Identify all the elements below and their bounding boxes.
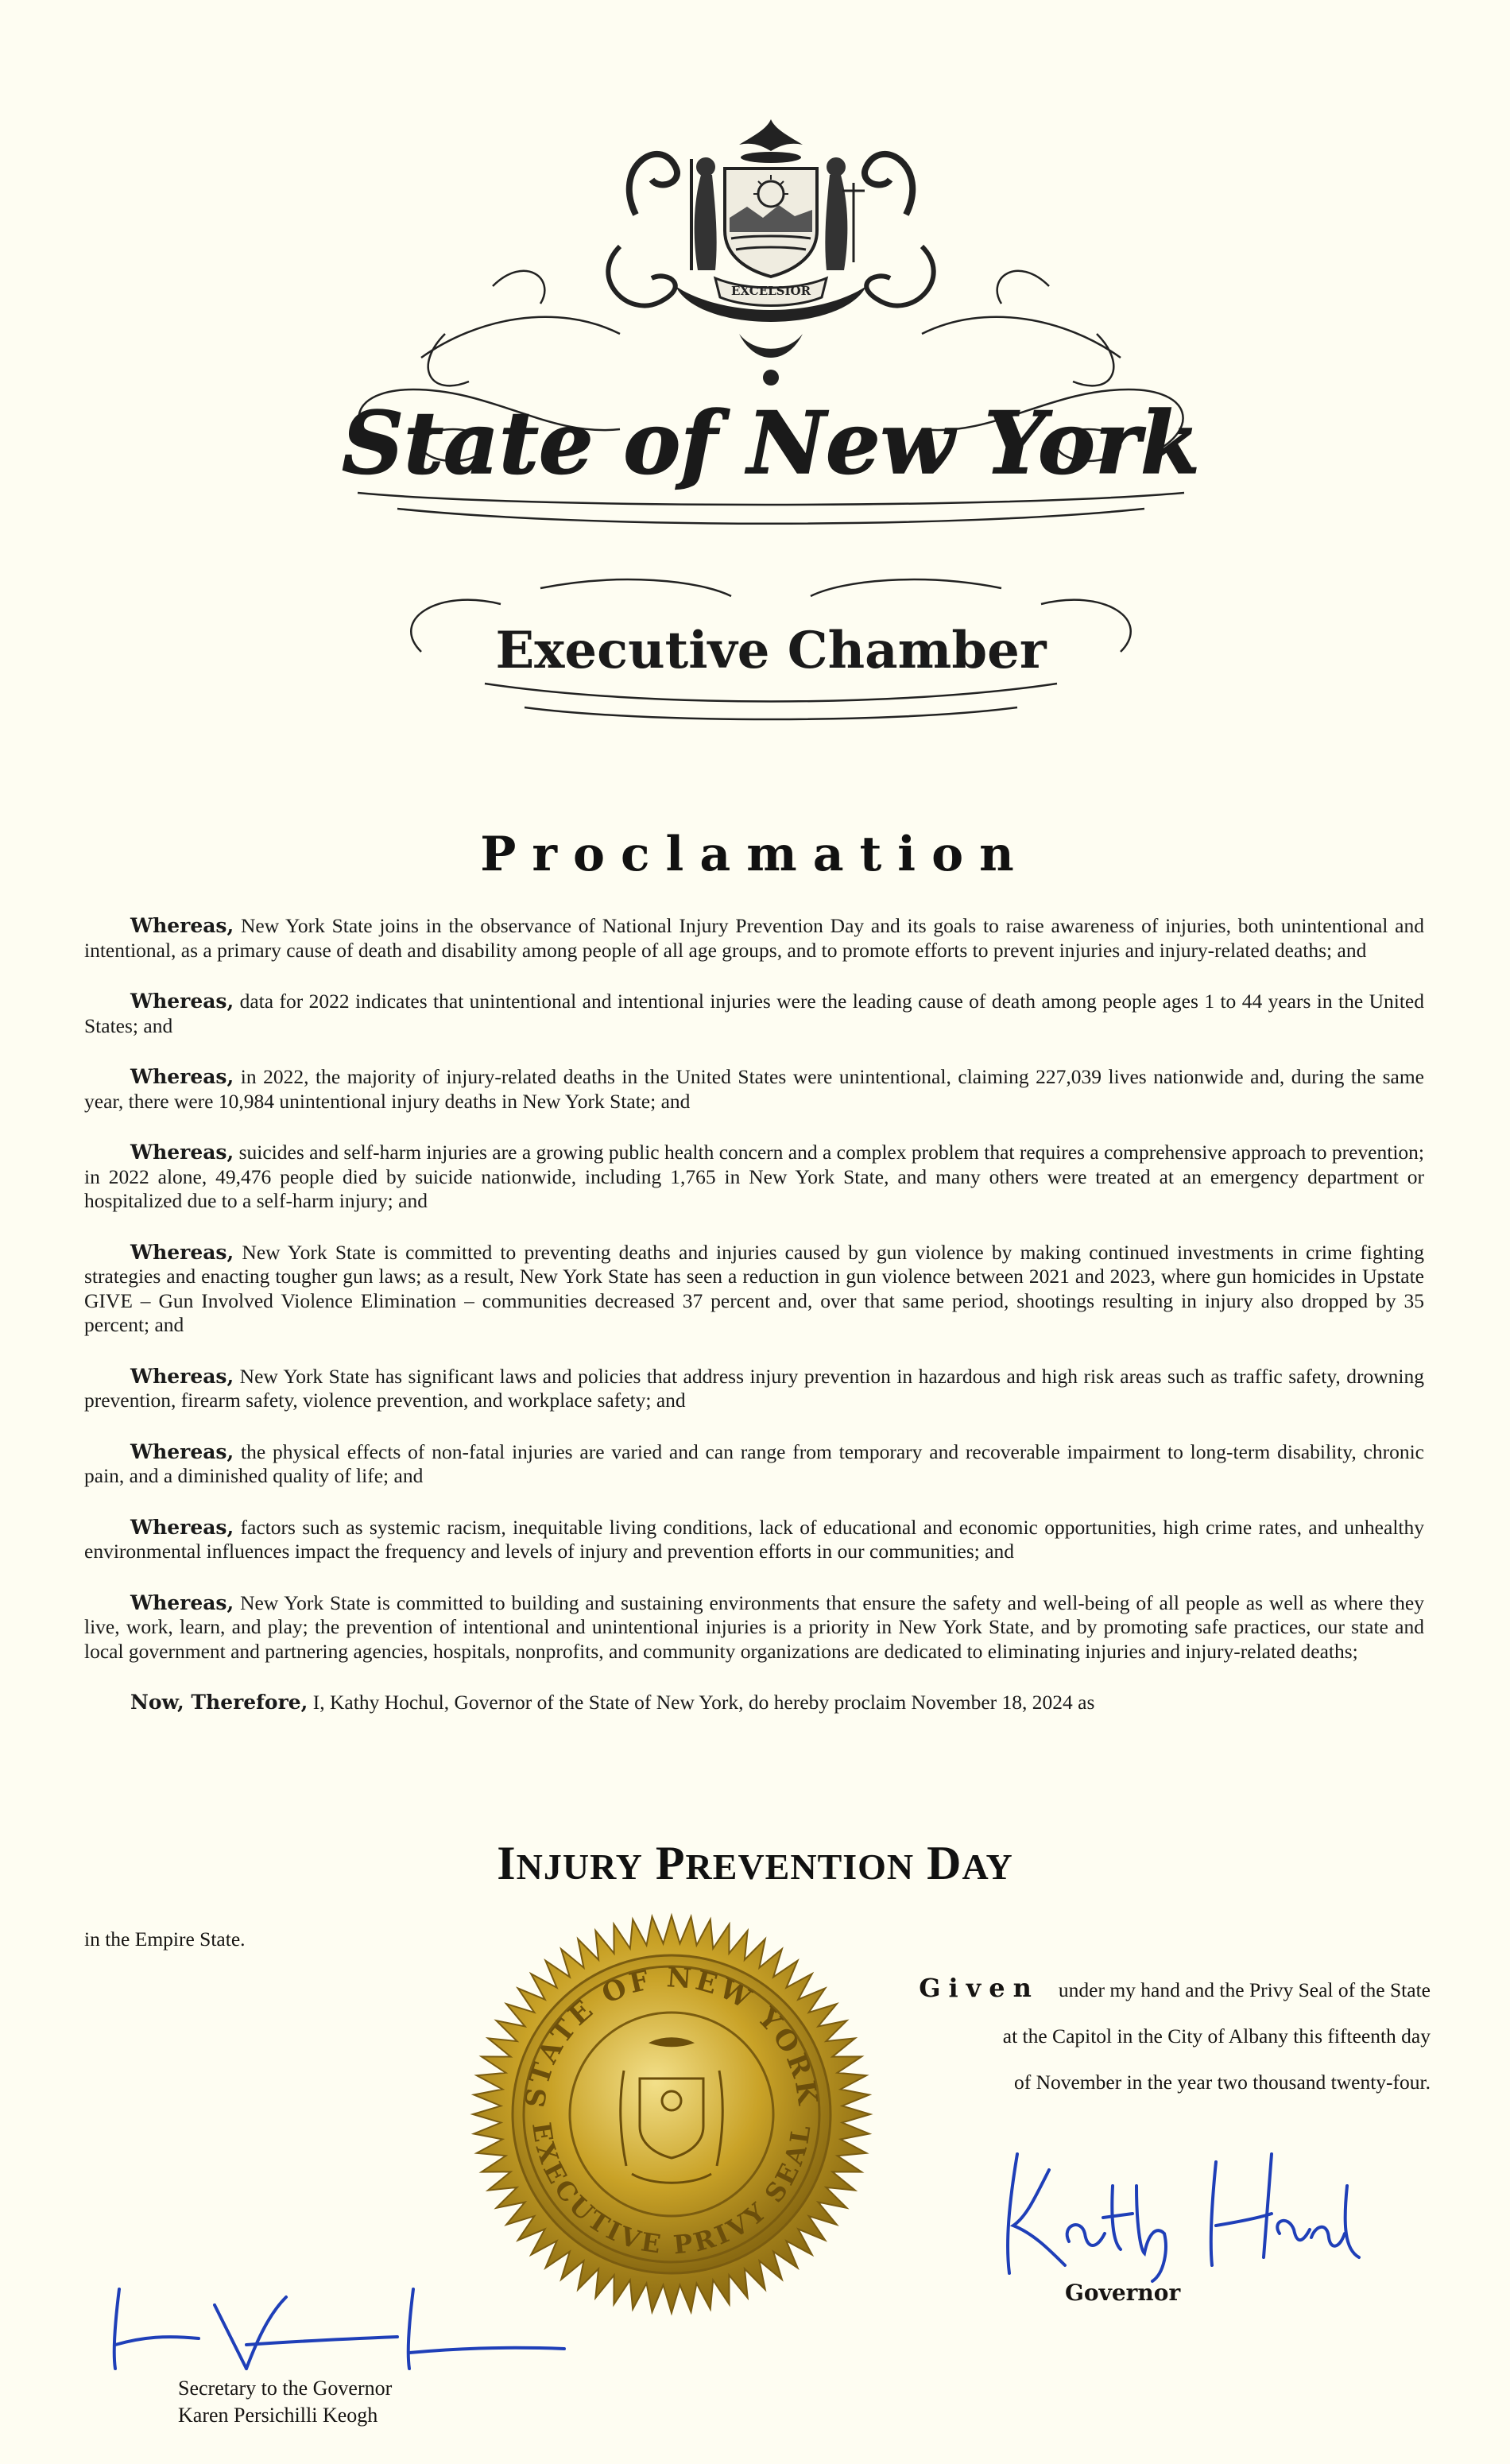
- whereas-paragraph: [84, 914, 1424, 963]
- given-text-1: under my hand and the Privy Seal of the State: [1058, 1978, 1431, 2001]
- secretary-title: Secretary to the Governor: [178, 2377, 393, 2400]
- paragraph-text: the physical effects of non-fatal injuries are varied and can range from temporary and recoverable impairment to long-term disability, chronic pain, and a diminished quality of life; and: [84, 1439, 1424, 1487]
- decl-smallcaps: AY: [962, 1846, 1013, 1887]
- paragraph-lead: Whereas,: [130, 1364, 234, 1388]
- whereas-paragraph: [84, 1241, 1424, 1338]
- whereas-paragraph: [84, 1440, 1424, 1489]
- whereas-paragraph: [84, 1141, 1424, 1214]
- paragraph-lead: Whereas,: [130, 1240, 234, 1264]
- governor-signature-name: Kathy Hochul: [1001, 2154, 1006, 2155]
- paragraph-lead: Whereas,: [130, 1590, 234, 1614]
- now-therefore-paragraph: [84, 1691, 1424, 1715]
- decl-letter: P: [655, 1837, 686, 1889]
- decl-smallcaps: REVENTION: [685, 1846, 915, 1887]
- whereas-paragraph: [84, 1065, 1424, 1114]
- letterhead-artwork: [286, 95, 1256, 747]
- executive-privy-seal: [469, 1912, 874, 2317]
- whereas-paragraph: [84, 1591, 1424, 1664]
- whereas-paragraph: [84, 990, 1424, 1038]
- document-title: Proclamation: [480, 827, 1030, 882]
- paragraph-text: I, Kathy Hochul, Governor of the State of New York, do hereby proclaim November 18, 2024 as: [308, 1691, 1095, 1714]
- paragraph-text: New York State is committed to preventing deaths and injuries caused by gun violence by making continued investments in crime fighting strategies and enacting tougher gun laws; as a result, New York State has seen a reduction in gun violence between 2021 and 2023, where gun homicides in Upstate GIVE – Gun Involved Violence Elimination – communities decreased 37 percent and, over that same period, shootings resulting in injury also dropped by 35 percent; and: [84, 1240, 1424, 1336]
- paragraph-lead: Whereas,: [130, 1141, 234, 1164]
- paragraph-text: in 2022, the majority of injury-related deaths in the United States were unintentional, claiming 227,039 lives nationwide and, during the same year, there were 10,984 unintentional injury deaths in New York State; and: [84, 1065, 1424, 1113]
- paragraph-lead: Whereas,: [130, 914, 234, 937]
- motto-text: EXCELSIOR: [730, 284, 811, 298]
- whereas-paragraph: [84, 1516, 1424, 1564]
- paragraph-text: New York State joins in the observance of National Injury Prevention Day and its goals to raise awareness of injuries, both unintentional and intentional, as a primary cause of death and disability among people of all age groups, and to promote efforts to prevent injuries and injury-related deaths; and: [84, 914, 1424, 962]
- paragraph-text: New York State is committed to building and sustaining environments that ensure the safety and well-being of all people as well as where they live, work, learn, and play; the prevention of intentional and unintentional injuries is a priority in New York State, and by promoting safe practices, our state and local government and partnering agencies, hospitals, nonprofits, and community organizations are dedicated to eliminating injuries and injury-related deaths;: [84, 1590, 1424, 1663]
- given-line-3: of November in the year two thousand twenty-four.: [1013, 2071, 1431, 2094]
- paragraph-text: data for 2022 indicates that unintentional and intentional injuries were the leading cause of death among people ages 1 to 44 years in the United States; and: [84, 990, 1424, 1037]
- secretary-signature: [95, 2273, 580, 2377]
- empire-state-line: in the Empire State.: [84, 1927, 246, 1951]
- proclaimed-day-title: [0, 1836, 1510, 1891]
- given-line-1: [827, 1965, 1431, 2013]
- decl-letter: I: [497, 1837, 517, 1889]
- decl-letter: D: [927, 1837, 962, 1889]
- state-title-text: State of New York: [342, 393, 1200, 494]
- paragraph-lead: Whereas,: [130, 1439, 234, 1463]
- paragraph-lead: Whereas,: [130, 990, 234, 1013]
- coat-of-arms-emblem: [608, 119, 933, 385]
- seal-bottom-text: EXECUTIVE PRIVY SEAL: [525, 2120, 818, 2261]
- governor-signature: [985, 2138, 1367, 2289]
- paragraph-text: suicides and self-harm injuries are a growing public health concern and a complex problem that requires a comprehensive approach to prevention; in 2022 alone, 49,476 people died by suicide nationwide, including 1,765 in New York State, and many others were treated at an emergency department or hospitalized due to a self-harm injury; and: [84, 1141, 1424, 1212]
- seal-top-text: STATE OF NEW YORK: [519, 1962, 824, 2110]
- paragraph-text: factors such as systemic racism, inequitable living conditions, lack of educational and economic opportunities, high crime rates, and unhealthy environmental influences impact the frequency and levels of injury and prevention efforts in our communities; and: [84, 1515, 1424, 1563]
- paragraph-lead: Whereas,: [130, 1515, 234, 1539]
- proclamation-body: [84, 914, 1424, 1742]
- whereas-paragraph: [84, 1365, 1424, 1413]
- paragraph-lead: Whereas,: [130, 1065, 234, 1088]
- paragraph-text: New York State has significant laws and policies that address injury prevention in hazardous and high risk areas such as traffic safety, drowning prevention, firearm safety, violence prevention, and workplace safety; and: [84, 1364, 1424, 1412]
- given-line-2: at the Capitol in the City of Albany this fifteenth day: [1002, 2024, 1431, 2048]
- decl-smallcaps: NJURY: [516, 1846, 643, 1887]
- given-word: Given: [919, 1973, 1040, 2003]
- paragraph-lead: Now, Therefore,: [130, 1691, 308, 1714]
- given-block: [827, 1965, 1431, 2106]
- chamber-text: Executive Chamber: [495, 621, 1047, 680]
- governor-label: Governor: [1065, 2280, 1181, 2306]
- secretary-name: Karen Persichilli Keogh: [178, 2404, 378, 2427]
